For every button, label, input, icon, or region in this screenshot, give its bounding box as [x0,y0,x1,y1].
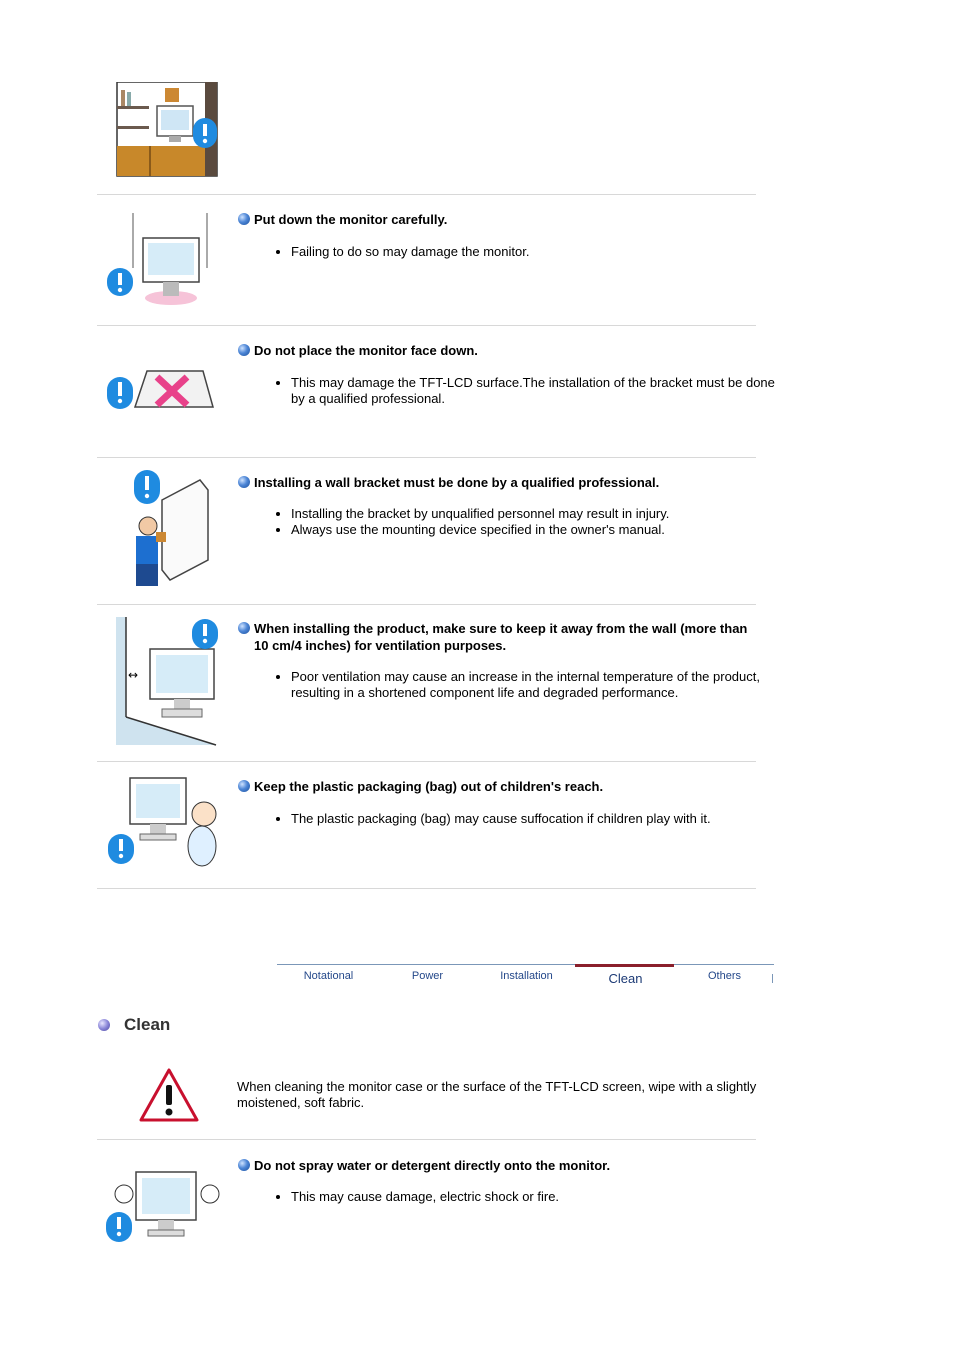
separator [97,1139,756,1140]
list-item: • Failing to do so may damage the monitor. [291,244,777,260]
blue-bullet-icon [238,622,250,634]
list-item: • Always use the mounting device specified in the owner's manual. [291,522,777,538]
blue-bullet-icon [238,476,250,488]
no-spray-illustration [104,1168,230,1250]
item-title: When installing the product, make sure to keep it away from the wall (more than 10 cm/4 inches) for ventilation purposes. [238,620,758,654]
tab-power[interactable]: Power [411,970,444,982]
item-bullets [272,811,777,827]
svg-text:↔: ↔ [128,668,139,682]
careful-put-down-illustration [105,208,217,308]
tab-installation[interactable]: Installation [500,970,553,982]
list-item: • Installing the bracket by unqualified personnel may result in injury. [291,506,777,522]
item-title: Keep the plastic packaging (bag) out of children's reach. [238,778,758,795]
face-down-prohibited-illustration [105,367,217,415]
blue-bullet-icon [238,780,250,792]
separator [97,457,756,458]
wall-ventilation-illustration [116,617,224,747]
tab-others[interactable]: Others [707,970,741,982]
separator [97,888,756,889]
separator [97,761,756,762]
list-item: • Poor ventilation may cause an increase in the internal temperature of the product, resulting in a shortened component life and degraded performance. [291,669,777,701]
separator [97,194,756,195]
purple-bullet-icon [98,1019,110,1031]
monitor-in-cabinet-illustration [113,82,221,178]
list-item: • The plastic packaging (bag) may cause suffocation if children play with it. [291,811,777,827]
item-bullets [272,244,777,260]
tab-bar-line [277,964,774,965]
separator [97,325,756,326]
item-title: Do not spray water or detergent directly onto the monitor. [238,1157,758,1174]
section-heading: Clean [98,1015,170,1035]
item-bullets [272,1189,777,1205]
child-plastic-bag-illustration [108,776,220,874]
active-tab-indicator [575,964,674,967]
blue-bullet-icon [238,344,250,356]
blue-bullet-icon [238,1159,250,1171]
clean-intro-text: When cleaning the monitor case or the surface of the TFT-LCD screen, wipe with a slightly moistened, soft fabric. [237,1079,757,1110]
item-title: Installing a wall bracket must be done by a qualified professional. [238,474,758,491]
item-bullets [272,669,777,701]
tab-notational[interactable]: Notational [303,970,354,982]
tab-end-divider [772,974,773,983]
separator [97,604,756,605]
item-bullets [272,506,777,538]
blue-bullet-icon [238,213,250,225]
tab-clean[interactable]: Clean [608,971,643,986]
section-tab-bar [277,964,774,988]
item-title: Do not place the monitor face down. [238,342,758,359]
item-bullets [272,375,777,407]
item-title: Put down the monitor carefully. [238,211,758,228]
list-item: • This may cause damage, electric shock or fire. [291,1189,777,1205]
list-item: • This may damage the TFT-LCD surface.The installation of the bracket must be done by a qualified professional. [291,375,777,407]
warning-triangle-icon [138,1067,200,1123]
wall-bracket-technician-illustration [122,470,212,590]
